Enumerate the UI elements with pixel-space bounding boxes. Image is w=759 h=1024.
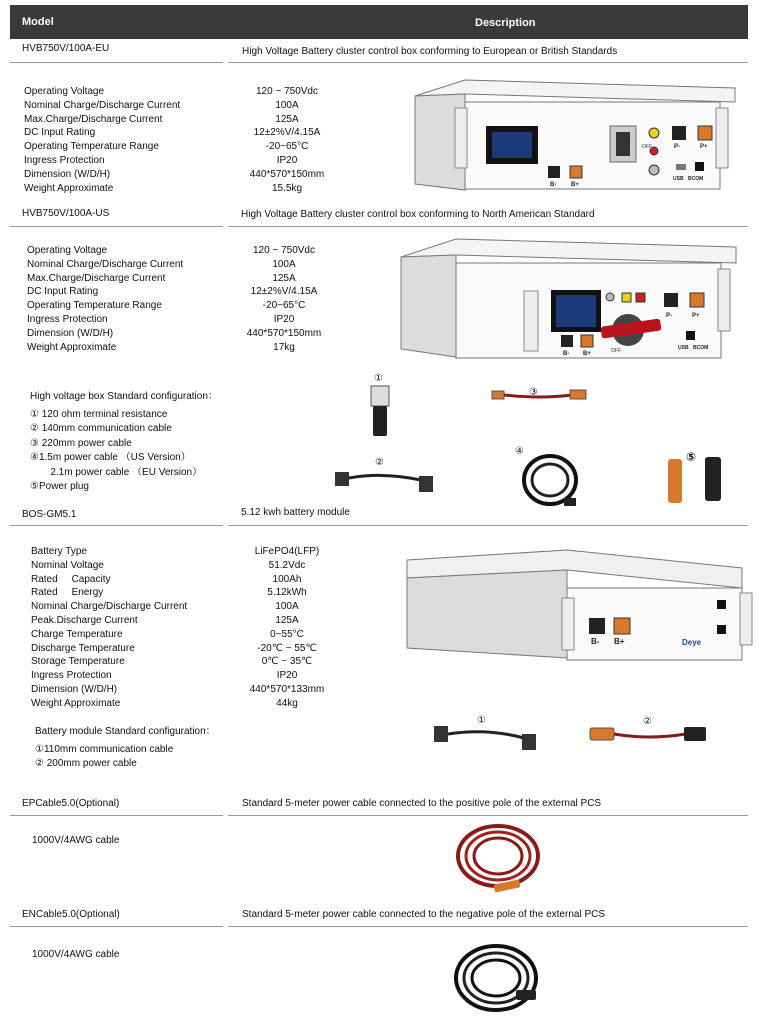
spec-row	[31, 697, 331, 711]
spec-label: Nominal Voltage	[31, 559, 104, 571]
spec-value: 440*570*150mm	[249, 168, 325, 180]
spec-label: Weight Approximate	[27, 341, 117, 353]
spec-value: LiFePO4(LFP)	[254, 546, 320, 557]
spec-value: 12±2%V/4.15A	[250, 286, 318, 298]
spec-row	[31, 628, 331, 642]
spec-label: Storage Temperature	[31, 656, 125, 668]
spec-label: Peak.Discharge Current	[31, 614, 138, 626]
panel-bcom-label: BCOM	[688, 176, 704, 182]
spec-row	[24, 99, 324, 113]
panel-on-label: ON	[621, 144, 629, 150]
eu-control-box-image	[410, 78, 740, 203]
panel-bcom-label: BCOM	[693, 345, 709, 351]
brand-logo: Deye	[682, 638, 702, 647]
table-header	[10, 5, 748, 39]
spec-value: -20~65°C	[265, 141, 309, 153]
spec-label: Max.Charge/Discharge Current	[27, 272, 166, 284]
spec-label: Ingress Protection	[31, 670, 112, 682]
battery-module-image	[402, 548, 747, 670]
comm-cable-140-image	[333, 466, 438, 500]
spec-label: Rated Energy	[31, 587, 104, 599]
spec-row	[24, 126, 324, 140]
spec-value: 100Ah	[272, 573, 302, 585]
panel-bplus-label: B+	[571, 182, 579, 188]
power-cable-long-image	[520, 450, 580, 512]
divider	[228, 62, 748, 63]
spec-list	[24, 85, 324, 195]
divider	[10, 226, 223, 227]
spec-value: 5.12kWh	[267, 587, 307, 599]
divider	[10, 926, 223, 927]
spec-value: IP20	[276, 670, 298, 682]
spec-value: 100A	[272, 258, 296, 270]
spec-row	[31, 545, 331, 559]
cable-spec: 1000V/4AWG cable	[32, 835, 120, 846]
spec-label: Ingress Protection	[24, 154, 105, 166]
panel-pplus-label: P+	[692, 313, 700, 319]
spec-label: Nominal Charge/Discharge Current	[24, 99, 181, 111]
spec-label: DC Input Rating	[24, 127, 96, 139]
divider	[10, 525, 223, 526]
header-description: Description	[475, 17, 536, 29]
spec-row	[31, 586, 331, 600]
model-name: ENCable5.0(Optional)	[22, 909, 120, 920]
spec-value: 44kg	[276, 697, 298, 709]
spec-value: -20℃ ~ 55℃	[257, 642, 317, 654]
config-item: ④1.5m power cable （US Version）	[30, 452, 191, 463]
divider	[228, 525, 748, 526]
ep-cable-image	[450, 820, 550, 892]
panel-usb-label: USB	[678, 345, 689, 351]
config-list	[35, 725, 216, 772]
spec-value: 0℃ ~ 35℃	[261, 656, 313, 668]
spec-value: 12±2%V/4.15A	[253, 127, 321, 139]
spec-row	[31, 614, 331, 628]
spec-row	[27, 285, 327, 299]
panel-off-label: OFF	[611, 348, 621, 354]
spec-row	[27, 341, 327, 355]
panel-bminus-label: B-	[591, 637, 600, 646]
spec-label: Battery Type	[31, 546, 87, 557]
spec-value: -20~65°C	[262, 300, 306, 312]
divider	[228, 226, 748, 227]
terminal-resistor-image	[368, 386, 392, 438]
panel-bminus-label: B-	[550, 182, 557, 188]
spec-label: Max.Charge/Discharge Current	[24, 113, 163, 125]
panel-bplus-label: B+	[583, 351, 591, 357]
accessory-mark-1: ①	[374, 373, 383, 384]
spec-label: Nominal Charge/Discharge Current	[27, 258, 184, 270]
config-list	[30, 390, 218, 495]
en-cable-image	[450, 940, 550, 1016]
power-cable-200-image	[588, 722, 713, 752]
model-description: High Voltage Battery cluster control box conforming to European or British Standards	[242, 46, 618, 57]
spec-row	[31, 573, 331, 587]
config-item: ② 140mm communication cable	[30, 423, 172, 434]
spec-value: IP20	[276, 154, 298, 166]
model-name: EPCable5.0(Optional)	[22, 798, 120, 809]
accessory-mark-2: ②	[643, 716, 652, 727]
spec-value: 17kg	[273, 341, 295, 353]
accessory-mark-1: ①	[477, 715, 486, 726]
spec-row	[27, 313, 327, 327]
spec-label: Operating Temperature Range	[27, 300, 162, 312]
spec-label: Operating Temperature Range	[24, 141, 159, 153]
divider	[228, 815, 748, 816]
spec-row	[31, 655, 331, 669]
config-item: ⑤Power plug	[30, 481, 89, 492]
spec-value: 120 ~ 750Vdc	[253, 245, 315, 256]
spec-row	[24, 113, 324, 127]
spec-value: 15.5kg	[271, 182, 303, 194]
config-title: High voltage box Standard configuration：	[30, 391, 218, 402]
spec-label: Discharge Temperature	[31, 642, 135, 654]
model-name: BOS-GM5.1	[22, 509, 77, 520]
panel-pminus-label: P-	[666, 313, 672, 319]
panel-pplus-label: P+	[700, 144, 708, 150]
spec-row	[27, 244, 327, 258]
divider	[10, 815, 223, 816]
spec-value: 125A	[275, 614, 299, 626]
us-control-box-image	[396, 235, 741, 365]
spec-row	[31, 683, 331, 697]
model-description: High Voltage Battery cluster control box conforming to North American Standard	[241, 209, 595, 220]
spec-row	[31, 642, 331, 656]
accessory-mark-5: ⑤	[686, 450, 697, 464]
spec-value: 100A	[275, 99, 299, 111]
panel-pminus-label: P-	[674, 144, 680, 150]
spec-list	[27, 244, 327, 354]
spec-value: 440*570*133mm	[249, 683, 325, 695]
spec-label: Weight Approximate	[31, 697, 121, 709]
panel-bplus-label: B+	[614, 637, 625, 646]
panel-usb-label: USB	[673, 176, 684, 182]
spec-label: Ingress Protection	[27, 313, 108, 325]
spec-value: 51.2Vdc	[268, 559, 306, 571]
spec-value: 100A	[275, 601, 299, 613]
spec-row	[24, 182, 324, 196]
divider	[228, 926, 748, 927]
power-cable-220-image	[490, 385, 590, 407]
spec-label: Operating Voltage	[24, 86, 105, 97]
spec-label: Charge Temperature	[31, 628, 123, 640]
model-description: Standard 5-meter power cable connected to the negative pole of the external PCS	[242, 909, 606, 920]
spec-label: DC Input Rating	[27, 286, 99, 298]
config-item: ① 120 ohm terminal resistance	[30, 408, 168, 420]
spec-row	[24, 85, 324, 99]
header-model: Model	[22, 16, 54, 28]
spec-list	[31, 545, 331, 711]
comm-cable-110-image	[432, 722, 542, 756]
model-description: Standard 5-meter power cable connected to the positive pole of the external PCS	[242, 798, 602, 809]
model-name: HVB750V/100A-US	[22, 208, 110, 219]
spec-row	[27, 299, 327, 313]
model-name: HVB750V/100A-EU	[22, 43, 110, 54]
spec-label: Dimension (W/D/H)	[31, 683, 118, 695]
cable-spec: 1000V/4AWG cable	[32, 949, 120, 960]
model-description: 5.12 kwh battery module	[241, 507, 350, 518]
spec-label: Rated Capacity	[31, 573, 111, 585]
spec-label: Operating Voltage	[27, 245, 108, 256]
accessory-mark-4: ④	[515, 446, 524, 457]
spec-row	[31, 559, 331, 573]
spec-row	[24, 168, 324, 182]
spec-label: Weight Approximate	[24, 182, 114, 194]
config-item: ①110mm communication cable	[35, 743, 174, 755]
spec-label: Dimension (W/D/H)	[27, 327, 114, 339]
spec-value: 125A	[272, 272, 296, 284]
panel-off-label: OFF	[642, 144, 652, 150]
spec-row	[31, 600, 331, 614]
accessory-mark-2: ②	[375, 457, 384, 468]
spec-value: 440*570*150mm	[246, 327, 322, 339]
spec-row	[27, 258, 327, 272]
power-plug-image	[665, 455, 730, 505]
spec-value: 125A	[275, 113, 299, 125]
config-item: ② 200mm power cable	[35, 758, 137, 769]
config-title: Battery module Standard configuration：	[35, 726, 216, 737]
config-item: 2.1m power cable （EU Version）	[42, 466, 203, 478]
spec-value: 120 ~ 750Vdc	[256, 86, 318, 97]
spec-row	[27, 272, 327, 286]
spec-row	[31, 669, 331, 683]
spec-value: IP20	[273, 313, 295, 325]
spec-row	[24, 140, 324, 154]
spec-row	[24, 154, 324, 168]
panel-bminus-label: B-	[563, 351, 570, 357]
spec-label: Nominal Charge/Discharge Current	[31, 601, 188, 613]
spec-row	[27, 327, 327, 341]
divider	[10, 62, 223, 63]
config-item: ③ 220mm power cable	[30, 437, 132, 449]
spec-value: 0~55°C	[270, 628, 304, 640]
accessory-mark-3: ③	[529, 387, 538, 398]
spec-label: Dimension (W/D/H)	[24, 168, 111, 180]
